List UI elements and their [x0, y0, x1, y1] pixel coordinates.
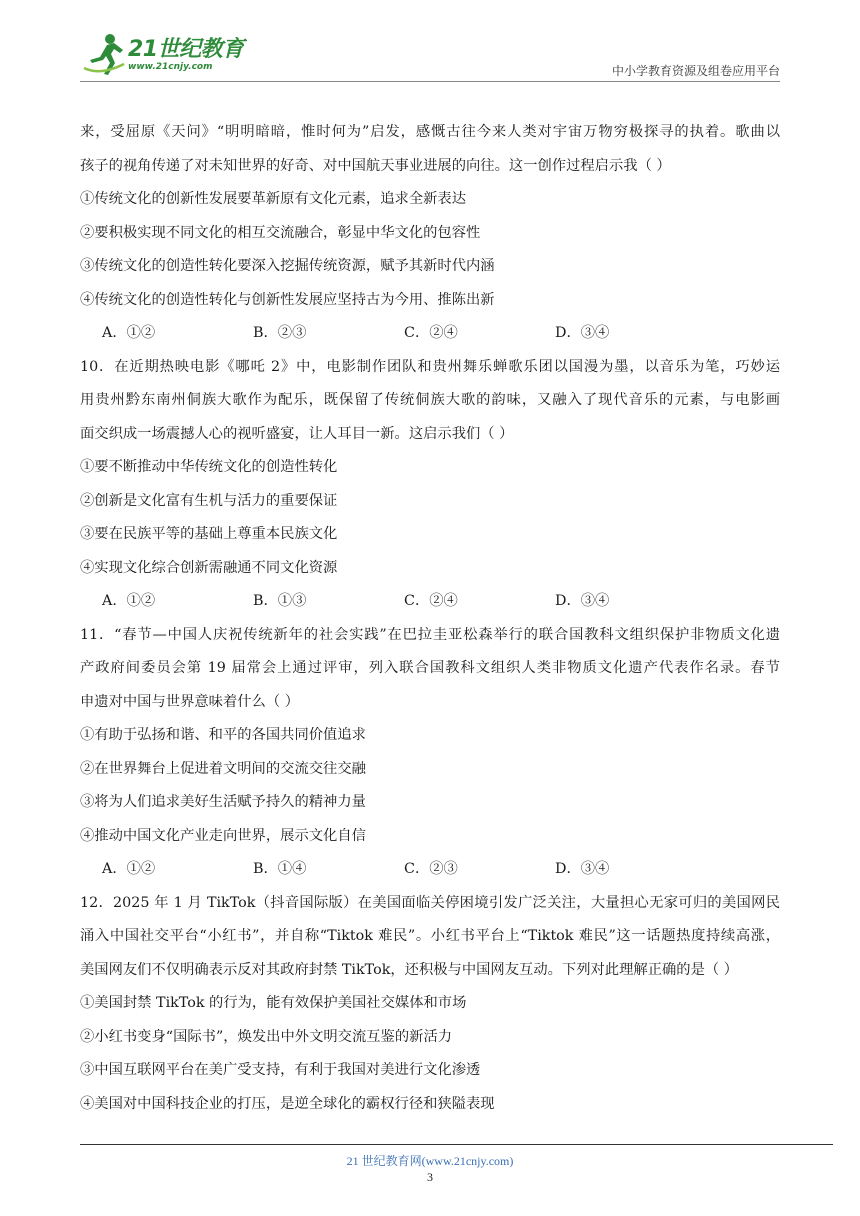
- question-11-statement: ③将为人们追求美好生活赋予持久的精神力量: [80, 794, 366, 810]
- option-b[interactable]: B．①③: [253, 593, 307, 609]
- header-divider: [80, 81, 780, 82]
- question-12-statement: ②小红书变身“国际书”，焕发出中外文明交流互鉴的新活力: [80, 1028, 453, 1045]
- page-content: [80, 116, 780, 1121]
- question-12-statement: ③中国互联网平台在美广受支持，有利于我国对美进行文化渗透: [80, 1062, 481, 1078]
- question-10-options: [80, 585, 780, 619]
- option-c[interactable]: C．②③: [404, 861, 458, 877]
- platform-name: 中小学教育资源及组卷应用平台: [611, 64, 780, 78]
- question-11-options: [80, 853, 780, 887]
- option-a[interactable]: A．①②: [102, 861, 156, 877]
- page-header: [80, 28, 780, 83]
- question-12-statement: ①美国封禁 TikTok 的行为，能有效保护美国社交媒体和市场: [80, 995, 467, 1011]
- question-10-statement: ②创新是文化富有生机与活力的重要保证: [80, 492, 338, 509]
- question-9-options: [80, 317, 780, 351]
- option-b[interactable]: B．①④: [253, 861, 307, 877]
- footer-site-link[interactable]: 21 世纪教育网(www.21cnjy.com): [346, 1154, 514, 1168]
- question-12-text-line: 美国网友们不仅明确表示反对其政府封禁 TikTok，还积极与中国网友互动。下列对此理解正确的是（ ）: [80, 961, 739, 978]
- question-9-statement: ④传统文化的创造性转化与创新性发展应坚持古为今用、推陈出新: [80, 291, 495, 308]
- question-12-text-line: 12．2025 年 1 月 TikTok（抖音国际版）在美国面临关停困境引发广泛关注，大量担心无家可归的美国网民: [80, 894, 780, 911]
- option-d[interactable]: D．③④: [555, 861, 610, 877]
- site-logo[interactable]: [80, 28, 255, 80]
- option-d[interactable]: D．③④: [555, 325, 610, 341]
- footer-divider: [80, 1144, 833, 1145]
- option-d[interactable]: D．③④: [555, 593, 610, 609]
- logo-text: 21世纪教育: [128, 37, 244, 62]
- question-11-text-line: 产政府间委员会第 19 届常会上通过评审，列入联合国教科文组织人类非物质文化遗产代表作名录。春节: [80, 660, 780, 676]
- question-12-text-line: 涌入中国社交平台“小红书”，并自称“Tiktok 难民”。小红书平台上“Tiktok 难民”这一话题热度持续高涨，: [80, 928, 780, 944]
- question-10-text-line: 10．在近期热映电影《哪吒 2》中，电影制作团队和贵州舞乐蝉歌乐团以国漫为墨，以音乐为笔，巧妙运: [80, 358, 780, 375]
- question-10-statement: ③要在民族平等的基础上尊重本民族文化: [80, 526, 338, 542]
- question-12-statement: ④美国对中国科技企业的打压，是逆全球化的霸权行径和狭隘表现: [80, 1095, 495, 1112]
- question-9-statement: ③传统文化的创造性转化要深入挖掘传统资源，赋予其新时代内涵: [80, 258, 495, 274]
- question-11-statement: ①有助于弘扬和谐、和平的各国共同价值追求: [80, 727, 366, 743]
- logo-url: www.21cnjy.com: [128, 62, 213, 72]
- question-10-text-line: 用贵州黔东南州侗族大歌作为配乐，既保留了传统侗族大歌的韵味，又融入了现代音乐的元素，与电影画: [80, 392, 780, 408]
- option-c[interactable]: C．②④: [404, 325, 458, 341]
- question-10-statement: ④实现文化综合创新需融通不同文化资源: [80, 559, 338, 576]
- question-11-statement: ④推动中国文化产业走向世界，展示文化自信: [80, 827, 366, 844]
- option-a[interactable]: A．①②: [102, 325, 156, 341]
- question-9-text-line: 孩子的视角传递了对未知世界的好奇、对中国航天事业进展的向往。这一创作过程启示我（ ）: [80, 157, 671, 174]
- option-a[interactable]: A．①②: [102, 593, 156, 609]
- question-10-statement: ①要不断推动中华传统文化的创造性转化: [80, 459, 338, 475]
- question-10-text-line: 面交织成一场震撼人心的视听盛宴，让人耳目一新。这启示我们（ ）: [80, 425, 514, 442]
- option-c[interactable]: C．②④: [404, 593, 458, 609]
- page-number: 3: [427, 1170, 433, 1184]
- question-9-text-line: 来，受屈原《天问》“明明暗暗，惟时何为”启发，感慨古往今来人类对宇宙万物穷极探寻的执着。歌曲以: [80, 124, 780, 140]
- option-b[interactable]: B．②③: [253, 325, 307, 341]
- question-9-statement: ②要积极实现不同文化的相互交流融合，彰显中华文化的包容性: [80, 224, 481, 241]
- question-11-statement: ②在世界舞台上促进着文明间的交流交往交融: [80, 760, 366, 777]
- question-9-statement: ①传统文化的创新性发展要革新原有文化元素，追求全新表达: [80, 191, 467, 207]
- question-11-text-line: 11．“春节—中国人庆祝传统新年的社会实践”在巴拉圭亚松森举行的联合国教科文组织保护非物质文化遗: [80, 626, 780, 643]
- question-11-text-line: 申遗对中国与世界意味着什么（ ）: [80, 693, 299, 710]
- runner-logo-icon: [80, 30, 128, 78]
